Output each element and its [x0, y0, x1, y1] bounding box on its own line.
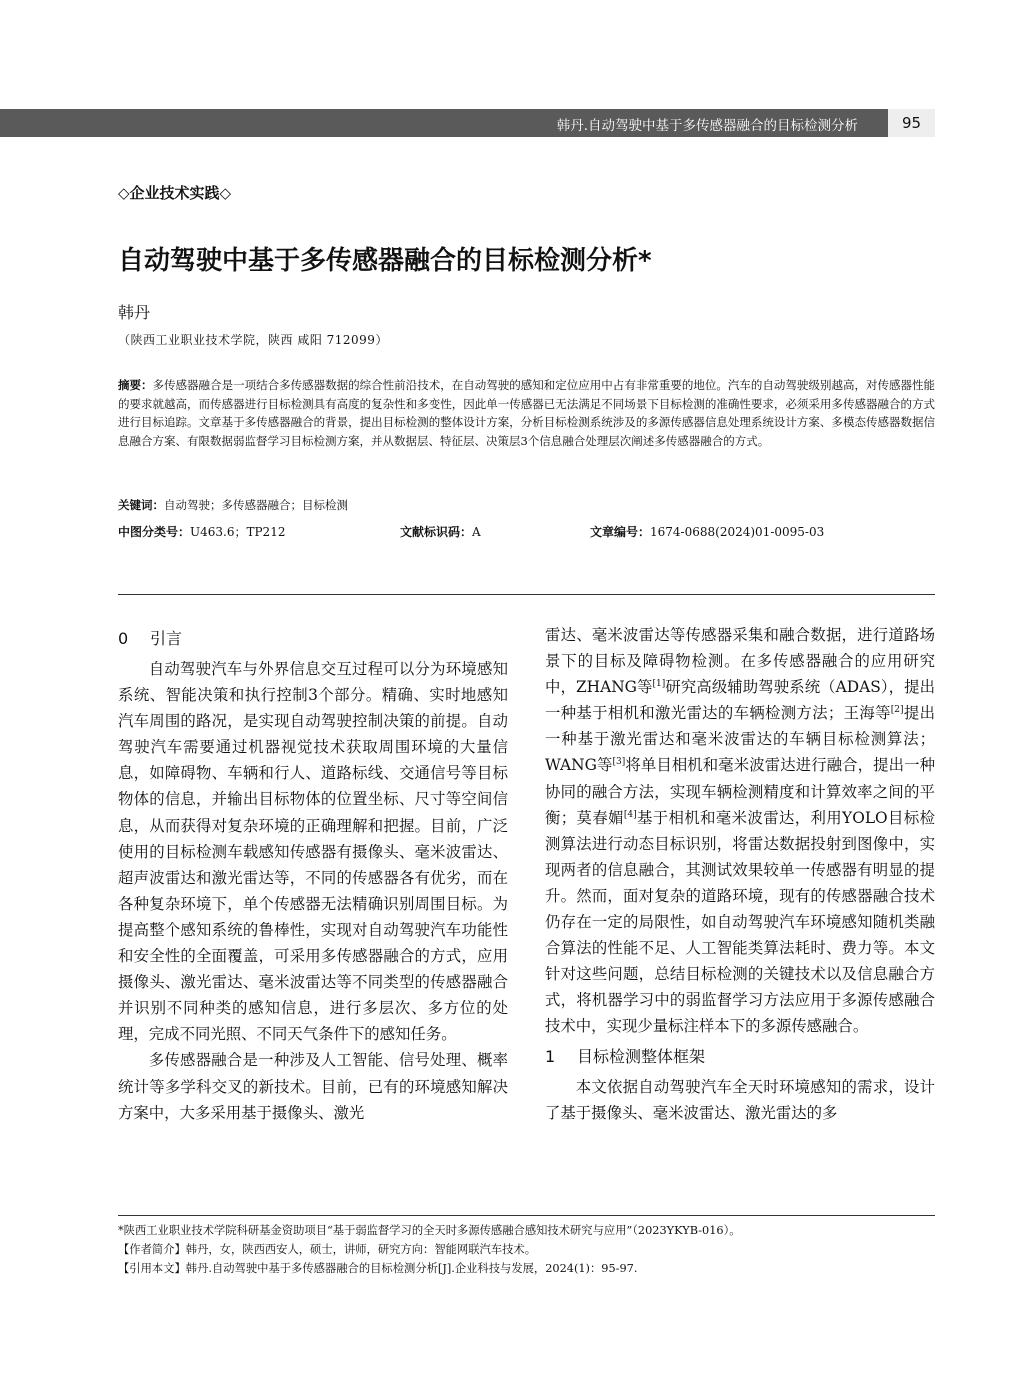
page-number: 95: [888, 109, 935, 137]
running-header-bar: [0, 109, 888, 137]
text-segment: 将单目相机和毫米波雷达进行融合，提出一种协同的融合方法，实现车辆检测精度和计算效率之间的平衡；莫春媚: [545, 756, 935, 827]
article-number-label: 文章编号：: [590, 525, 651, 539]
clc-value: U463.6；TP212: [190, 525, 286, 539]
right-column: [545, 622, 935, 1126]
paragraph-3: 本文依据自动驾驶汽车全天时环境感知的需求，设计了基于摄像头、毫米波雷达、激光雷达的多: [545, 1077, 935, 1122]
abstract: [118, 376, 935, 450]
document-code: [400, 523, 481, 540]
paragraph-2: 多传感器融合是一种涉及人工智能、信号处理、概率统计等多学科交叉的新技术。目前，已有的环境感知解决方案中，大多采用基于摄像头、激光: [118, 1051, 508, 1122]
paragraph-2-continued: [545, 622, 935, 1040]
citation-ref[interactable]: [3]: [612, 757, 626, 768]
left-column: [118, 622, 508, 1126]
abstract-label: 摘要：: [118, 378, 153, 392]
footnote-fund: *陕西工业职业技术学院科研基金资助项目“基于弱监督学习的全天时多源传感融合感知技术研究与应用”（2023YKYB-016）。: [118, 1224, 741, 1237]
clc-number: [118, 523, 285, 540]
citation-ref[interactable]: [2]: [890, 705, 904, 716]
keywords-text: 自动驾驶；多传感器融合；目标检测: [164, 498, 348, 512]
running-title: 韩丹.自动驾驶中基于多传感器融合的目标检测分析: [556, 118, 858, 134]
article-number: [590, 523, 824, 540]
classification-line: [118, 523, 935, 543]
abstract-text: 多传感器融合是一项结合多传感器数据的综合性前沿技术，在自动驾驶的感知和定位应用中占有非常重要的地位。汽车的自动驾驶级别越高，对传感器性能的要求就越高，而传感器进行目标检测具有高度的复杂性和多变性，因此单一传感器已无法满足不同场景下目标检测的准确性要求，必须采用多传感器融合的方式进行目标追踪。文章基于多传感器融合的背景，提出目标检测的整体设计方案，分析目标检测系统涉及的多源传感器信息处理系统设计方案、多模态传感器数据信息融合方案、有限数据弱监督学习目标检测方案，并从数据层、特征层、决策层3个信息融合处理层次阐述多传感器融合的方式。: [118, 378, 936, 448]
section-0-heading: [118, 622, 508, 656]
author-affiliation: （陕西工业职业技术学院，陕西 咸阳 712099）: [118, 333, 388, 347]
section-0-title: 引言: [150, 629, 183, 648]
doc-code-value: A: [472, 525, 481, 539]
citation-ref[interactable]: [4]: [623, 809, 637, 820]
text-segment: 研究高级辅助驾驶系统（ADAS），提出一种基于相机和激光雷达的车辆检测方法；王海等: [545, 678, 935, 723]
keywords: [118, 497, 348, 513]
section-1-title: 目标检测整体框架: [577, 1046, 706, 1066]
footnote-author-info: 【作者简介】韩丹，女，陕西西安人，硕士，讲师，研究方向：智能网联汽车技术。: [118, 1243, 536, 1256]
article-title: 自动驾驶中基于多传感器融合的目标检测分析*: [118, 246, 652, 276]
section-1-number: 1: [545, 1046, 556, 1066]
footnotes: [118, 1221, 935, 1278]
section-tag: ◇企业技术实践◇: [118, 184, 232, 202]
divider-footnote: [118, 1215, 935, 1216]
footnote-citation: 【引用本文】韩丹.自动驾驶中基于多传感器融合的目标检测分析[J].企业科技与发展，2024(1)：95-97.: [118, 1262, 638, 1275]
text-segment: 基于相机和毫米波雷达，利用YOLO目标检测算法进行动态目标识别，将雷达数据投射到图像中，实现两者的信息融合，其测试效果较单一传感器有明显的提升。然而，面对复杂的道路环境，现有的传感器融合技术仍存在一定的局限性，如自动驾驶汽车环境感知随机类融合算法的性能不足、人工智能类算法耗时、费力等。本文针对这些问题，总结目标检测的关键技术以及信息融合方式，将机器学习中的弱监督学习方法应用于多源传感融合技术中，实现少量标注样本下的多源传感融合。: [545, 808, 935, 1036]
section-0-number: 0: [118, 629, 129, 648]
paragraph-1: 自动驾驶汽车与外界信息交互过程可以分为环境感知系统、智能决策和执行控制3个部分。精确、实时地感知汽车周围的路况，是实现自动驾驶控制决策的前提。自动驾驶汽车需要通过机器视觉技术获取周围环境的大量信息，如障碍物、车辆和行人、道路标线、交通信号等目标物体的信息，并输出目标物体的位置坐标、尺寸等空间信息，从而获得对复杂环境的正确理解和把握。目前，广泛使用的目标检测车载感知传感器有摄像头、毫米波雷达、超声波雷达和激光雷达等，不同的传感器各有优劣，而在各种复杂环境下，单个传感器无法精确识别周围目标。为提高整个感知系统的鲁棒性，实现对自动驾驶汽车功能性和安全性的全面覆盖，可采用多传感器融合的方式，应用摄像头、激光雷达、毫米波雷达等不同类型的传感器融合并识别不同种类的感知信息，进行多层次、多方位的处理，完成不同光照、不同天气条件下的感知任务。: [118, 660, 508, 1044]
text-segment: 雷达、毫米波雷达等传感器采集和融合数据，进行道路场景下的目标及障碍物检测。在多传感器融合的应用研究中，ZHANG等: [545, 626, 935, 697]
author-name: 韩丹: [118, 303, 151, 322]
section-1-heading: [545, 1040, 935, 1074]
text-segment: 提出一种基于激光雷达和毫米波雷达的车辆目标检测算法；WANG等: [545, 704, 935, 775]
clc-label: 中图分类号：: [118, 525, 191, 539]
doc-code-label: 文献标识码：: [400, 525, 473, 539]
article-number-value: 1674-0688(2024)01-0095-03: [650, 525, 825, 539]
keywords-label: 关键词：: [118, 498, 164, 512]
citation-ref[interactable]: [1]: [652, 679, 666, 690]
divider-top: [118, 594, 935, 595]
